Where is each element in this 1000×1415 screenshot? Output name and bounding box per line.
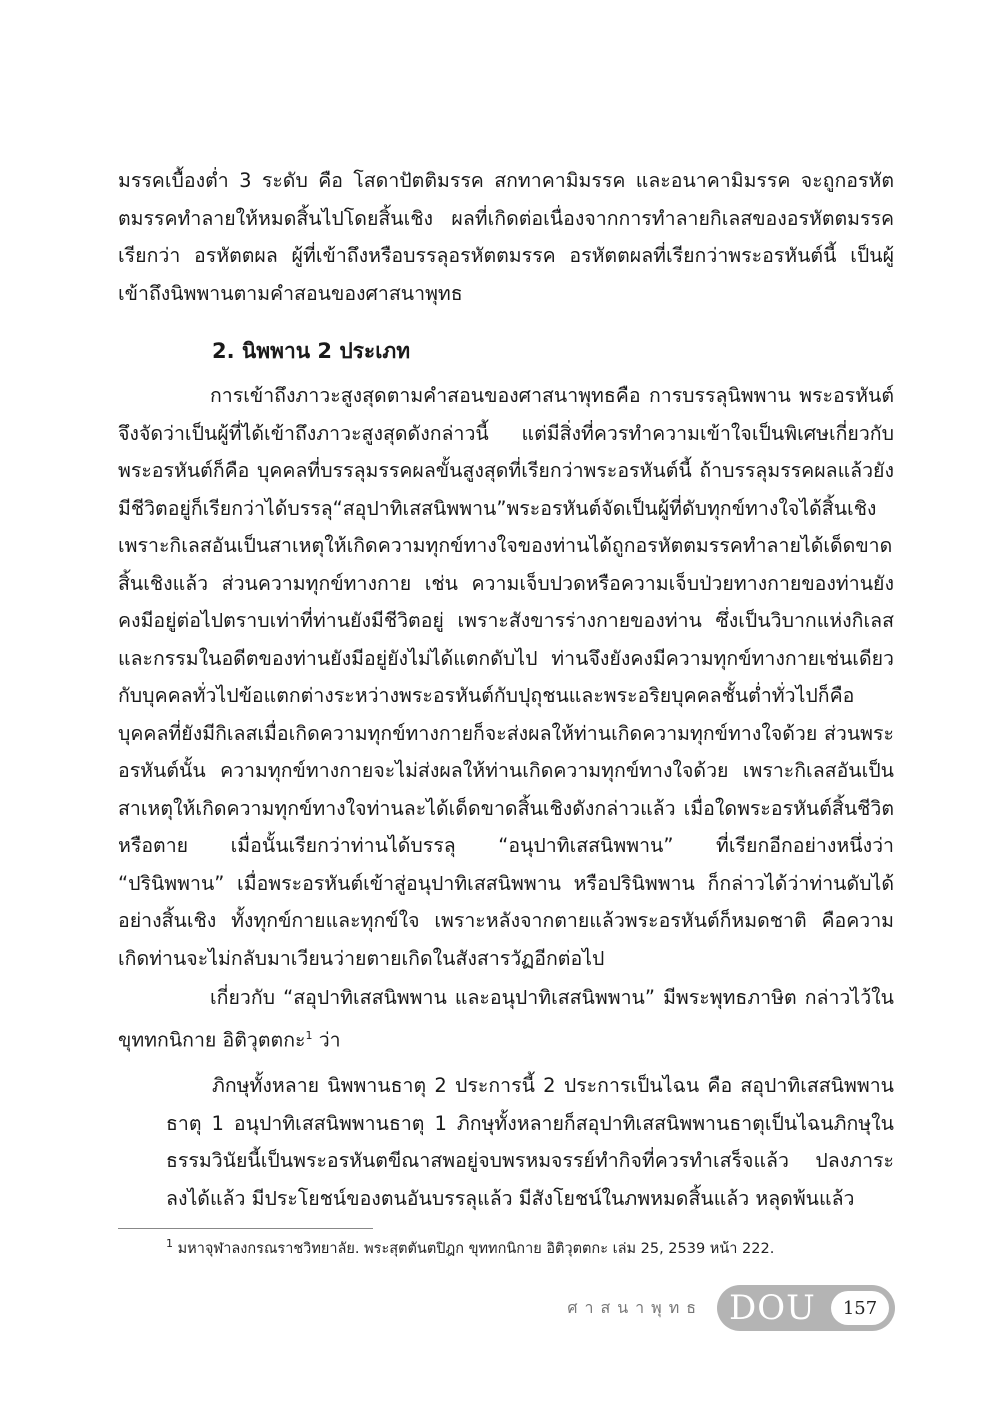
footnote-divider [118, 1228, 373, 1229]
reference-text: เกี่ยวกับ “สอุปาทิเสสนิพพาน และอนุปาทิเสสนิพพาน” มีพระพุทธภาษิต กล่าวไว้ในขุททกนิกาย อิติวุตตกะ [118, 986, 894, 1051]
reference-suffix: ว่า [312, 1028, 341, 1051]
scripture-quote: ภิกษุทั้งหลาย นิพพานธาตุ 2 ประการนี้ 2 ประการเป็นไฉน คือ สอุปาทิเสสนิพพานธาตุ 1 อนุปาทิเสสนิพพานธาตุ 1 ภิกษุทั้งหลายก็สอุปาทิเสสนิพพานธาตุเป็นไฉนภิกษุในธรรมวินัยนี้เป็นพระอรหันตขีณาสพอยู่จบพรหมจรรย์ทำกิจที่ควรทำเสร็จแล้ว ปลงภาระลงได้แล้ว มีประโยชน์ของตนอันบรรลุแล้ว มีสังโยชน์ในภพหมดสิ้นแล้ว หลุดพ้นแล้ว [166, 1074, 894, 1210]
footnote-mark: 1 [166, 1237, 173, 1251]
footnote [166, 1237, 774, 1260]
paragraph-reference [118, 979, 894, 1059]
page-footer [567, 1285, 895, 1331]
dou-logo-text: DOU [729, 1288, 816, 1328]
footnote-text: มหาจุฬาลงกรณราชวิทยาลัย. พระสุตตันตปิฎก ขุททกนิกาย อิติวุตตกะ เล่ม 25, 2539 หน้า 222. [173, 1241, 775, 1257]
footer-subject-label: ศาสนาพุทธ [567, 1297, 703, 1317]
page-number: 157 [831, 1291, 889, 1325]
paragraph-intro: มรรคเบื้องต่ำ 3 ระดับ คือ โสดาปัตติมรรค สกทาคามิมรรค และอนาคามิมรรค จะถูกอรหัตตมรรคทำลายให้หมดสิ้นไปโดยสิ้นเชิง ผลที่เกิดต่อเนื่องจากการทำลายกิเลสของอรหัตตมรรค เรียกว่า อรหัตตผล ผู้ที่เข้าถึงหรือบรรลุอรหัตตมรรค อรหัตตผลที่เรียกว่าพระอรหันต์นี้ เป็นผู้เข้าถึงนิพพานตามคำสอนของศาสนาพุทธ [118, 169, 894, 305]
footnote-ref-mark: 1 [305, 1028, 313, 1042]
paragraph-nirvana-types: การเข้าถึงภาวะสูงสุดตามคำสอนของศาสนาพุทธคือ การบรรลุนิพพาน พระอรหันต์จึงจัดว่าเป็นผู้ที่ได้เข้าถึงภาวะสูงสุดดังกล่าวนี้ แต่มีสิ่งที่ควรทำความเข้าใจเป็นพิเศษเกี่ยวกับพระอรหันต์ก็คือ บุคคลที่บรรลุมรรคผลขั้นสูงสุดที่เรียกว่าพระอรหันต์นี้ ถ้าบรรลุมรรคผลแล้วยังมีชีวิตอยู่ก็เรียกว่าได้บรรลุ“สอุปาทิเสสนิพพาน”พระอรหันต์จัดเป็นผู้ที่ดับทุกข์ทางใจได้สิ้นเชิงเพราะกิเลสอันเป็นสาเหตุให้เกิดความทุกข์ทางใจของท่านได้ถูกอรหัตตมรรคทำลายได้เด็ดขาดสิ้นเชิงแล้ว ส่วนความทุกข์ทางกาย เช่น ความเจ็บปวดหรือความเจ็บป่วยทางกายของท่านยังคงมีอยู่ต่อไปตราบเท่าที่ท่านยังมีชีวิตอยู่ เพราะสังขารร่างกายของท่าน ซึ่งเป็นวิบากแห่งกิเลสและกรรมในอดีตของท่านยังมีอยู่ยังไม่ได้แตกดับไป ท่านจึงยังคงมีความทุกข์ทางกายเช่นเดียวกับบุคคลทั่วไปข้อแตกต่างระหว่างพระอรหันต์กับปุถุชนและพระอริยบุคคลชั้นต่ำทั่วไปก็คือบุคคลที่ยังมีกิเลสเมื่อเกิดความทุกข์ทางกายก็จะส่งผลให้ท่านเกิดความทุกข์ทางใจด้วย ส่วนพระอรหันต์นั้น ความทุกข์ทางกายจะไม่ส่งผลให้ท่านเกิดความทุกข์ทางใจด้วย เพราะกิเลสอันเป็นสาเหตุให้เกิดความทุกข์ทางใจท่านละได้เด็ดขาดสิ้นเชิงดังกล่าวแล้ว เมื่อใดพระอรหันต์สิ้นชีวิตหรือตาย เมื่อนั้นเรียกว่าท่านได้บรรลุ “อนุปาทิเสสนิพพาน” ที่เรียกอีกอย่างหนึ่งว่า “ปรินิพพาน” เมื่อพระอรหันต์เข้าสู่อนุปาทิเสสนิพพาน หรือปรินิพพาน ก็กล่าวได้ว่าท่านดับได้อย่างสิ้นเชิง ทั้งทุกข์กายและทุกข์ใจ เพราะหลังจากตายแล้วพระอรหันต์ก็หมดชาติ คือความเกิดท่านจะไม่กลับมาเวียนว่ายตายเกิดในสังสารวัฏอีกต่อไป [118, 384, 894, 970]
section-heading: 2. นิพพาน 2 ประเภท [212, 339, 411, 363]
dou-badge [717, 1285, 895, 1331]
